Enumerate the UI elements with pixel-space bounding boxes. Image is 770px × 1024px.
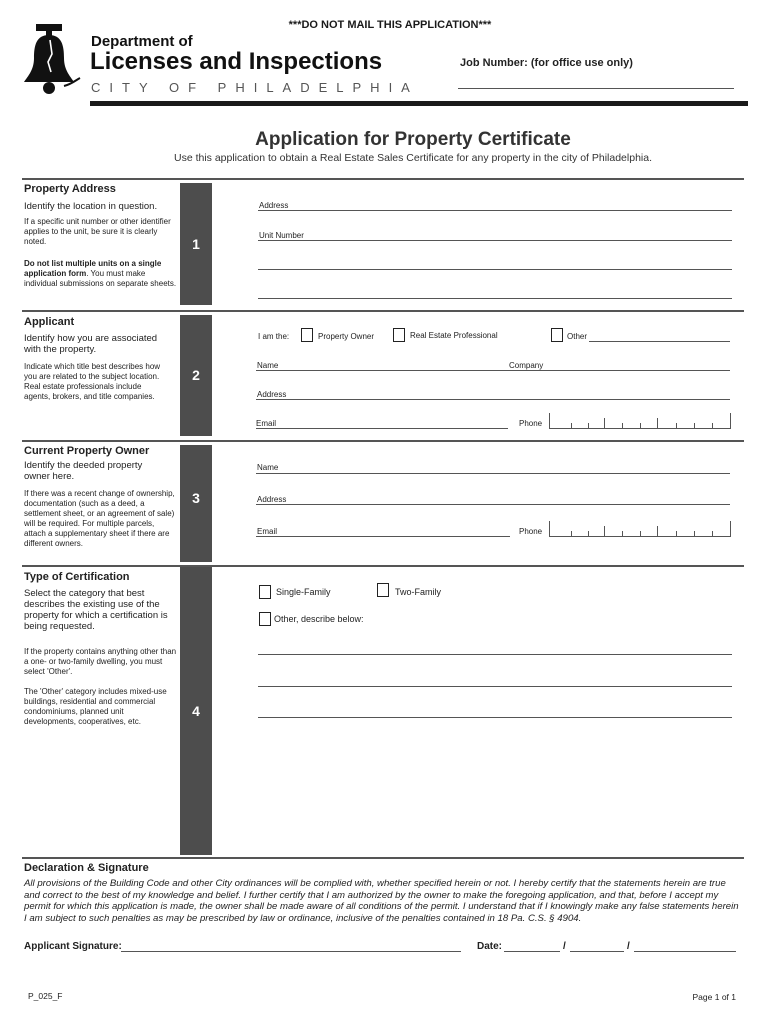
s2-phone-label: Phone	[519, 419, 543, 428]
job-number-field[interactable]	[458, 88, 734, 89]
section-1-title: Property Address	[24, 183, 116, 195]
section-2-number: 2	[192, 367, 200, 383]
section-4-divider	[22, 565, 744, 567]
s3-name-field[interactable]	[256, 473, 730, 474]
s3-phone-field[interactable]	[549, 536, 731, 537]
declaration-text: All provisions of the Building Code and other City ordinances will be complied with, whether specified herein or not. I hereby certify that the statements herein are true and correct to the best of my knowledge and belief. I further certify that I am authorized by the owner to make the foregoing application, and that, before I accept my permit for which this application is made, the owner shall be made aware of all conditions of the permit. I understand that if I knowingly make any false statements herein I am subject to such penalties as may be prescribed by law or ordinance, inclusive of the penalties contained in 18 Pa. C.S. § 4904.	[24, 878, 739, 924]
s2-property-owner-checkbox[interactable]	[301, 328, 313, 342]
s4-two-family-label: Two-Family	[395, 587, 442, 597]
section-2-bar	[180, 315, 212, 436]
section-2-note: Indicate which title best describes how you are related to the subject location. Real estate professionals include agents, brokers, and title companies.	[24, 362, 161, 401]
s1-address-label: Address	[259, 201, 289, 210]
section-1-warning-bold: Do not list multiple units on a single application form	[24, 259, 162, 278]
s4-other-field-1[interactable]	[258, 654, 732, 655]
section-1-divider	[22, 178, 744, 180]
city-label: CITY OF PHILADELPHIA	[91, 80, 419, 95]
s2-phone-tick	[640, 423, 641, 428]
page-title: Application for Property Certificate	[255, 129, 571, 150]
s3-phone-tick	[622, 531, 623, 536]
s2-phone-field[interactable]	[549, 428, 731, 429]
section-1-number: 1	[192, 236, 200, 252]
s2-phone-tick	[571, 423, 572, 428]
date-year-field[interactable]	[634, 951, 736, 952]
s2-address-field[interactable]	[256, 399, 730, 400]
s3-phone-tick	[604, 526, 605, 536]
date-label: Date:	[477, 941, 503, 952]
section-2-divider	[22, 310, 744, 312]
declaration-title: Declaration & Signature	[24, 862, 149, 874]
declaration-divider	[22, 857, 744, 859]
s4-other-field-3[interactable]	[258, 717, 732, 718]
job-number-label: Job Number: (for office use only)	[460, 57, 633, 69]
s3-address-label: Address	[257, 495, 287, 504]
licenses-inspections-title: Licenses and Inspections	[90, 48, 383, 75]
section-2-title: Applicant	[24, 316, 75, 328]
section-1-bar	[180, 183, 212, 305]
section-3-note: If there was a recent change of ownership, documentation (such as a deed, a settlement sheet, or an agreement of sale) will be required. For multiple parcels, attach a supplementary sheet if there are different owners.	[24, 489, 175, 548]
s1-address-field[interactable]	[258, 210, 732, 211]
s2-real-estate-pro-label: Real Estate Professional	[410, 331, 498, 340]
page-subtitle: Use this application to obtain a Real Estate Sales Certificate for any property in the city of Philadelphia.	[173, 152, 652, 164]
liberty-bell-icon	[22, 24, 90, 96]
signature-field[interactable]	[121, 951, 461, 952]
s2-property-owner-label: Property Owner	[318, 332, 375, 341]
s2-real-estate-pro-checkbox[interactable]	[393, 328, 405, 342]
s4-other-checkbox[interactable]	[259, 612, 271, 626]
s3-phone-tick	[712, 531, 713, 536]
s3-phone-tick	[657, 526, 658, 536]
section-1-note: If a specific unit number or other identifier applies to the unit, be sure it is clearly noted.	[24, 217, 171, 246]
s3-name-label: Name	[257, 463, 279, 472]
s3-phone-tick	[640, 531, 641, 536]
s2-phone-tick	[676, 423, 677, 428]
s2-name-company-field[interactable]	[256, 370, 730, 371]
s4-two-family-checkbox[interactable]	[377, 583, 389, 597]
s1-extra-field-2[interactable]	[258, 298, 732, 299]
date-separator-1: /	[563, 941, 566, 952]
s3-email-label: Email	[257, 527, 278, 536]
s2-other-field[interactable]	[589, 341, 730, 342]
s1-unit-number-label: Unit Number	[259, 231, 304, 240]
section-4-note-1: If the property contains anything other than a one- or two-family dwelling, you must select 'Other'.	[24, 647, 177, 676]
page-number: Page 1 of 1	[692, 992, 736, 1002]
s2-phone-tick	[694, 423, 695, 428]
s3-phone-tick	[676, 531, 677, 536]
s3-phone-label: Phone	[519, 527, 543, 536]
s2-other-label: Other	[567, 332, 588, 341]
signature-label: Applicant Signature:	[24, 941, 122, 952]
section-3-title: Current Property Owner	[24, 445, 150, 457]
section-4-number: 4	[192, 703, 200, 719]
s4-other-label: Other, describe below:	[274, 614, 364, 624]
s3-phone-tick	[549, 521, 550, 536]
section-1-description: Identify the location in question.	[24, 201, 158, 212]
s3-phone-tick	[571, 531, 572, 536]
s3-email-field[interactable]	[256, 536, 510, 537]
section-3-number: 3	[192, 490, 200, 506]
s2-email-field[interactable]	[256, 428, 508, 429]
section-3-description: Identify the deeded property owner here.	[24, 460, 143, 482]
section-4-note-2: The 'Other' category includes mixed-use buildings, residential and commercial condominiums, planned unit developments, cooperatives, etc.	[24, 687, 167, 726]
s2-company-label: Company	[509, 361, 544, 370]
s1-unit-number-field[interactable]	[258, 240, 732, 241]
section-3-divider	[22, 440, 744, 442]
s2-phone-tick	[622, 423, 623, 428]
s2-phone-tick	[604, 418, 605, 428]
section-1-warning-rest: . You must make individual submissions on separate sheets.	[24, 269, 177, 288]
s4-single-family-checkbox[interactable]	[259, 585, 271, 599]
s4-other-field-2[interactable]	[258, 686, 732, 687]
section-2-description: Identify how you are associated with the property.	[24, 333, 158, 355]
department-label: Department of	[91, 33, 193, 50]
s2-phone-tick	[712, 423, 713, 428]
s2-name-label: Name	[257, 361, 279, 370]
s2-iam-label: I am the:	[258, 332, 290, 341]
s3-phone-tick	[730, 521, 731, 536]
s2-phone-tick	[657, 418, 658, 428]
header-rule	[90, 101, 748, 106]
s1-extra-field-1[interactable]	[258, 269, 732, 270]
s3-address-field[interactable]	[256, 504, 730, 505]
s3-phone-tick	[694, 531, 695, 536]
section-4-description: Select the category that best describes the existing use of the property for which a certification is being requested.	[24, 588, 168, 632]
date-separator-2: /	[627, 941, 630, 952]
section-3-bar	[180, 445, 212, 562]
s2-email-label: Email	[256, 419, 277, 428]
date-day-field[interactable]	[570, 951, 624, 952]
form-code: P_025_F	[28, 991, 63, 1001]
section-1-warning	[24, 259, 180, 289]
s2-phone-tick	[549, 413, 550, 428]
s3-phone-tick	[588, 531, 589, 536]
s2-address-label: Address	[257, 390, 287, 399]
s2-other-checkbox[interactable]	[551, 328, 563, 342]
section-4-title: Type of Certification	[24, 571, 130, 583]
date-month-field[interactable]	[504, 951, 560, 952]
s2-phone-tick	[588, 423, 589, 428]
section-4-bar	[180, 567, 212, 855]
do-not-mail-banner: ***DO NOT MAIL THIS APPLICATION***	[288, 19, 492, 31]
s4-single-family-label: Single-Family	[276, 587, 331, 597]
s2-phone-tick	[730, 413, 731, 428]
